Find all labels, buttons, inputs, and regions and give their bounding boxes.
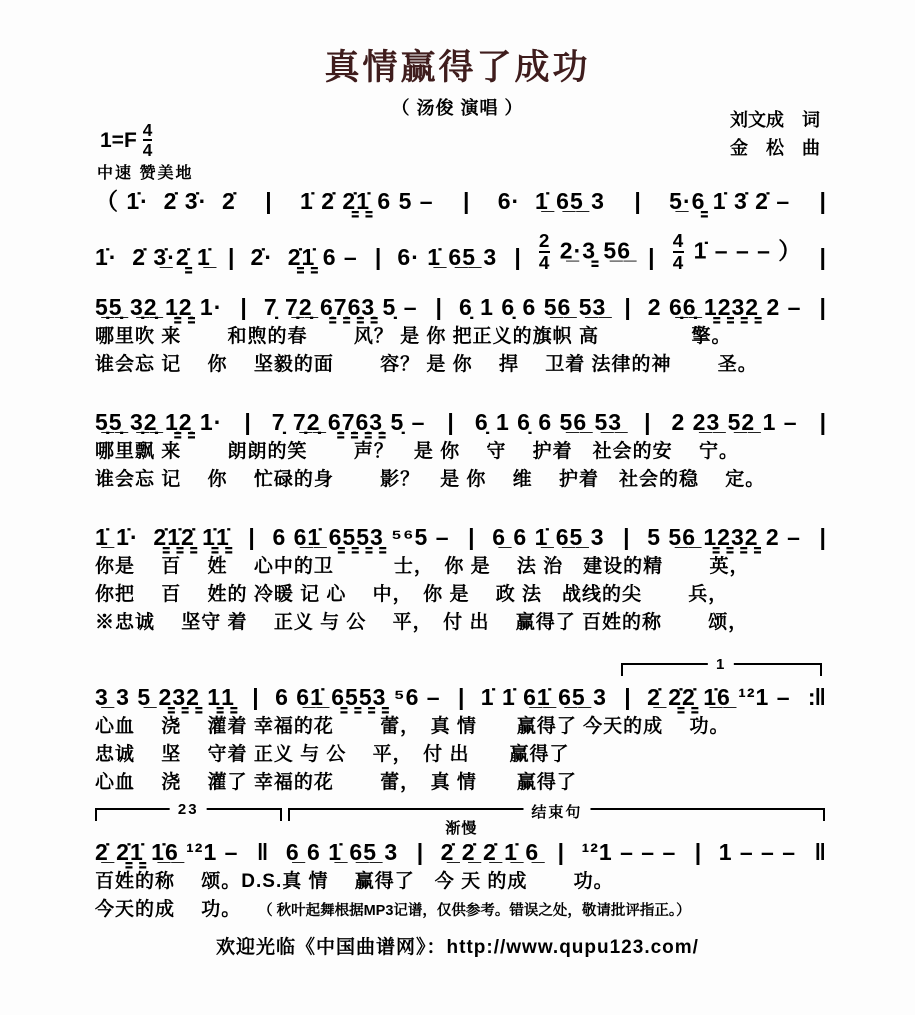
ending-bracket-row (95, 800, 825, 836)
composer: 金 松 曲 (730, 138, 820, 158)
notation-line (95, 232, 825, 273)
notation-measure: 3̲ 3 5̲ 2̳3̳2̳ 1̳1̳ (95, 684, 235, 710)
notation-line (95, 406, 825, 438)
barline: | (624, 684, 630, 710)
rit-marking: 渐慢 (445, 820, 478, 837)
notation-measure: 7̣ 7̣̲2̣̲ 6̣̳7̣̳6̣̳3̣̳ 5̣ – (271, 409, 426, 435)
notation-measure: $\frac{4}{4}$ 1̇ – – – ） (672, 230, 803, 273)
system-7 (95, 800, 825, 925)
barline: | (265, 188, 271, 214)
performer-line: （ 汤俊 演唱 ） (391, 98, 524, 118)
barline: | (416, 839, 423, 865)
barline: | (252, 684, 258, 710)
notation-measure: 2̲̇ 2̳̇2̳̇ 1̲̇6̲ ¹²1 – (647, 684, 791, 710)
barline: | (819, 409, 825, 435)
barline: | (819, 243, 825, 270)
lyric-line: 你把 百 姓的 冷暖 记 心 中， 你 是 政 法 战线的尖 兵， (95, 584, 729, 605)
ending-bracket (95, 801, 282, 821)
notation-measure: 6̲ 6 1̲̇ 6̲5̲ 3 (285, 839, 399, 865)
notation-measure: （ 1̇· 2̇ 3̇· 2̇ (95, 188, 236, 214)
lyric-line: 哪里吹 来 和煦的春 风？ 是 你 把正义的旗帜 高 擎。 (95, 326, 732, 347)
notation-measure: 1̇· 2̇ 3̲̇·2̳̇ 1̲̇ (95, 243, 211, 270)
notation-measure: ¹²1 – – – (581, 839, 677, 865)
inline-time-signature: $\frac{4}{4}$ (672, 230, 685, 273)
notation-measure: 1̲̇ 1̇· 2̳̇1̳̇2̳̇ 1̳̇1̳̇ (95, 524, 230, 550)
notation-measure: 2̲̇ 2̳̇1̳̇ 1̲̇6̲ ¹²1 – (95, 839, 239, 865)
credits (730, 106, 820, 162)
system-1 (95, 185, 825, 217)
notation-measure: 2̇· 2̳̇1̳̇ 6 – (250, 243, 358, 270)
lyric-line: 哪里飘 来 朗朗的笑 声？ 是 你 守 护着 社会的安 宁。 (95, 441, 739, 462)
barline: | (694, 839, 701, 865)
system-3 (95, 291, 825, 379)
lyric-line: 谁会忘 记 你 坚毅的面 容？ 是 你 捍 卫着 法律的神 圣。 (95, 354, 758, 375)
barline: | (240, 294, 246, 320)
lyric-line: 百姓的称 颂。D.S.真 情 赢得了 今 天 的成 功。 (95, 871, 614, 892)
notation-measure: 5̲·6̳ 1̇ 3̇ 2̇ – (669, 188, 791, 214)
barline: | (227, 243, 234, 270)
barline: | (244, 409, 250, 435)
ending-bracket (621, 656, 822, 676)
barline: | (819, 188, 825, 214)
barline: | (447, 409, 453, 435)
lyric-line (95, 896, 825, 925)
barline: :‖ (807, 684, 825, 710)
key-signature (100, 122, 154, 159)
system-4 (95, 406, 825, 494)
barline: | (557, 839, 564, 865)
system-5 (95, 521, 825, 637)
system-2 (95, 232, 825, 273)
barline: | (435, 294, 441, 320)
barline: | (819, 294, 825, 320)
lyric-line: ※忠诚 坚守 着 正义 与 公 平， 付 出 赢得了 百姓的称 颂， (95, 612, 749, 633)
lyricist: 刘文成 词 (730, 110, 820, 130)
barline: | (374, 243, 381, 270)
notation-measure: 5 5̲6̲ 1̳2̳3̳2̳ 2 – (647, 524, 801, 550)
notation-measure: 7̣ 7̣̲2̣̲ 6̣̳7̣̳6̣̳3̣̳ 5̣ – (263, 294, 418, 320)
barline: ‖ (256, 839, 268, 865)
notation-measure: 1 – – – (718, 839, 797, 865)
tempo-marking: 中速 赞美地 (97, 165, 194, 182)
lyric-text: 今天的成 功。 (95, 899, 259, 920)
barline: | (648, 243, 654, 270)
transcriber-note: （ 秋叶起舞根据MP3记谱，仅供参考。错误之处，敬请批评指正。） (258, 903, 691, 919)
notation-line (95, 836, 825, 868)
ending-bracket (288, 804, 825, 821)
barline: | (634, 188, 640, 214)
barline: | (468, 524, 474, 550)
barline: | (819, 524, 825, 550)
notation-measure: 2 2̲3̲ 5̲2̲ 1 – (671, 409, 798, 435)
song-title: 真情赢得了成功 (324, 48, 591, 87)
time-signature: $\frac{4}{4}$ (142, 120, 153, 161)
lyric-line: 谁会忘 记 你 忙碌的身 影？ 是 你 维 护着 社会的稳 定。 (95, 469, 766, 490)
barline: | (462, 188, 469, 214)
barline: ‖ (814, 839, 825, 865)
barline: | (623, 524, 629, 550)
notation-measure: 1̇ 2̇ 2̳̇1̳̇ 6 5 – (300, 188, 434, 214)
notation-measure: 6· 1̲̇ 6̲5̲ 3 (497, 188, 605, 214)
lyric-line: 你是 百 姓 心中的卫 士， 你 是 法 治 建设的精 英， (95, 556, 750, 577)
notation-measure: 2 6̣̲6̣̲ 1̳2̳3̳2̳ 2 – (647, 294, 802, 320)
barline: | (624, 294, 630, 320)
barline: | (514, 243, 520, 270)
notation-measure: $\frac{2}{4}$ 2̲·3̳ 5̲6̲ (538, 230, 631, 273)
notation-line (95, 681, 825, 713)
lyric-line: 忠诚 坚 守着 正义 与 公 平， 付 出 赢得了 (95, 744, 570, 765)
notation-line (95, 291, 825, 323)
site-footer: 欢迎光临《中国曲谱网》：http://www.qupu123.com/ (216, 937, 699, 958)
notation-measure: 6 6̲1̲̇ 6̳5̳5̳3̳ ⁵⁶5 – (272, 524, 450, 550)
barline: | (457, 684, 464, 710)
key-label: 1=F (100, 128, 137, 152)
notation-line (95, 521, 825, 553)
notation-measure: 6 6̲1̲̇ 6̳5̳5̳3̳ ⁵6 – (275, 684, 441, 710)
notation-measure: 2̲̇ 2̲̇ 2̲̇ 1̲̇ 6̲ (440, 839, 540, 865)
notation-measure: 6̣ 1 6̣ 6 5̲6̲ 5̲3̲ (459, 294, 607, 320)
ending-bracket-label: 结束句 (523, 801, 590, 822)
notation-line (95, 185, 825, 217)
notation-measure: 5̣̲5̣̲ 3̣̲2̣̲ 1̣̳2̣̳ 1· (95, 294, 223, 320)
lyric-line: 心血 浇 灌了 幸福的花 蕾， 真 情 赢得了 (95, 772, 577, 793)
lyric-line: 心血 浇 灌着 幸福的花 蕾， 真 情 赢得了 今天的成 功。 (95, 716, 730, 737)
notation-measure: 5̣̲5̣̲ 3̣̲2̣̲ 1̣̳2̣̳ 1· (95, 409, 223, 435)
notation-measure: 6̣ 1 6̣ 6 5̲6̲ 5̲3̲ (474, 409, 623, 435)
barline: | (248, 524, 254, 550)
inline-time-signature: $\frac{2}{4}$ (538, 230, 551, 273)
notation-measure: 1̇ 1̇ 6̲1̲̇ 6̲5̲ 3 (480, 684, 607, 710)
ending-bracket-label: 23 (170, 801, 207, 818)
notation-measure: 6̲ 6 1̲̇ 6̲5̲ 3 (492, 524, 605, 550)
notation-measure: 6· 1̲̇ 6̲5̲ 3 (397, 243, 498, 270)
ending-bracket-row (95, 655, 825, 681)
ending-bracket-label: 1 (708, 656, 734, 673)
system-6 (95, 655, 825, 797)
barline: | (644, 409, 650, 435)
